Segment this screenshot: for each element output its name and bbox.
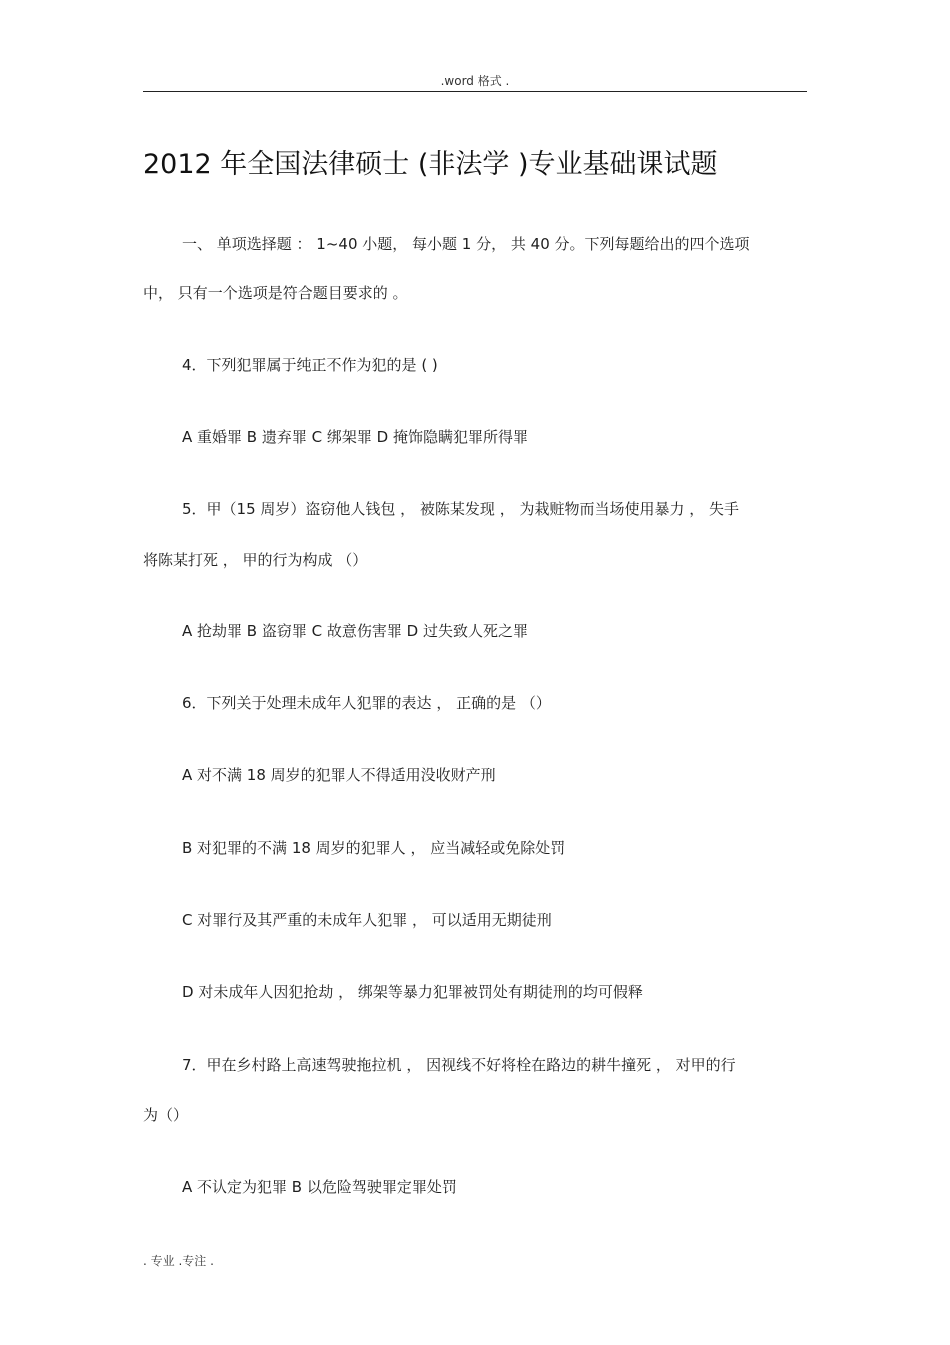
question-6-option-b: B 对犯罪的不满 18 周岁的犯罪人 ， 应当减轻或免除处罚 [182,839,566,857]
question-7-options: A 不认定为犯罪 B 以危险驾驶罪定罪处罚 [182,1178,457,1196]
question-4-options: A 重婚罪 B 遗弃罪 C 绑架罪 D 掩饰隐瞒犯罪所得罪 [182,428,528,446]
question-7-line-2: 为（） [143,1106,189,1124]
question-6: 6．下列关于处理未成年人犯罪的表达 ， 正确的是 （） [182,694,551,712]
header-text: .word 格式 . [440,74,510,88]
question-5-line-2: 将陈某打死 ， 甲的行为构成 （） [143,551,368,569]
question-5-options: A 抢劫罪 B 盗窃罪 C 故意伤害罪 D 过失致人死之罪 [182,622,528,640]
document-title: 2012 年全国法律硕士 (非法学 )专业基础课试题 [143,149,718,180]
question-4: 4．下列犯罪属于纯正不作为犯的是 ( ) [182,356,438,374]
question-7-line-1: 7．甲在乡村路上高速驾驶拖拉机 ， 因视线不好将栓在路边的耕牛撞死 ， 对甲的行 [182,1056,736,1074]
question-6-option-a: A 对不满 18 周岁的犯罪人不得适用没收财产刑 [182,766,496,784]
instruction-line-2: 中， 只有一个选项是符合题目要求的 。 [143,284,408,302]
instruction-line-1: 一、 单项选择题 ： 1~40 小题， 每小题 1 分， 共 40 分。下列每题给出的四个选项 [182,235,750,253]
question-6-option-c: C 对罪行及其严重的未成年人犯罪 ， 可以适用无期徒刑 [182,911,552,929]
header-rule [143,91,807,92]
question-6-option-d: D 对未成年人因犯抢劫 ， 绑架等暴力犯罪被罚处有期徒刑的均可假释 [182,983,643,1001]
question-5-line-1: 5．甲（15 周岁）盗窃他人钱包 ， 被陈某发现 ， 为栽赃物而当场使用暴力 ， 失手 [182,500,740,518]
page-footer: . 专业 .专注 . [143,1254,214,1268]
